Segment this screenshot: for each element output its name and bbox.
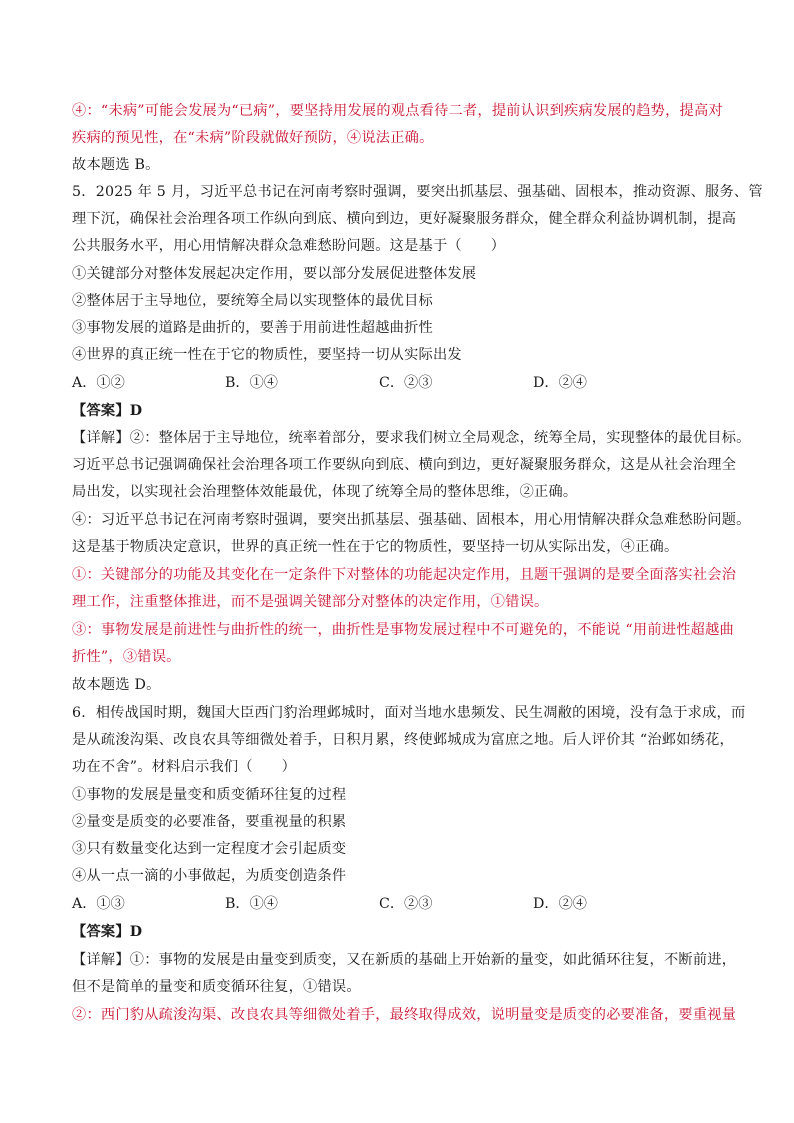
statement-item: ②量变是质变的必要准备，要重视量的积累 [72,814,347,830]
statement-item: ④世界的真正统一性在于它的物质性，要坚持一切从实际出发 [72,347,462,363]
options-row [72,373,732,393]
detail-line-red: 理工作，注重整体推进，而不是强调关键部分对整体的决定作用，①错误。 [72,594,549,610]
statement-item: ①关键部分对整体发展起决定作用，要以部分发展促进整体发展 [72,266,477,282]
conclusion-line: 故本题选 D。 [72,677,161,693]
analysis-line: 疾病的预见性，在“未病”阶段就做好预防，④说法正确。 [72,130,434,146]
analysis-line: ④：“未病”可能会发展为“已病”，要坚持用发展的观点看待二者，提前认识到疾病发展的趋势，提高对 [72,103,723,119]
question-6-stem: 是从疏浚沟渠、改良农具等细微处着手，日积月累，终使邺城成为富庶之地。后人评价其 “治邺如绣花， [72,732,734,748]
answer-line: 【答案】D [72,403,143,419]
option-b: B．①④ [225,896,278,912]
option-a: A．①③ [72,896,125,912]
answer-line: 【答案】D [72,924,143,940]
statement-item: ③事物发展的道路是曲折的，要善于用前进性超越曲折性 [72,320,433,336]
detail-line-red: ③：事物发展是前进性与曲折性的统一，曲折性是事物发展过程中不可避免的，不能说 “用前进性超越曲 [72,622,734,638]
detail-line: 这是基于物质决定意识，世界的真正统一性在于它的物质性，要坚持一切从实际出发，④正确。 [72,539,679,555]
option-d: D．②④ [533,896,587,912]
detail-line: 【详解】②：整体居于主导地位，统率着部分，要求我们树立全局观念，统筹全局，实现整体的最优目标。 [72,430,751,446]
detail-line-red: 折性”，③错误。 [72,649,181,665]
statement-item: ①事物的发展是量变和质变循环往复的过程 [72,787,347,803]
option-b: B．①④ [225,375,278,391]
statement-item: ③只有数量变化达到一定程度才会引起质变 [72,841,347,857]
option-c: C．②③ [379,896,433,912]
detail-line-red: ①：关键部分的功能及其变化在一定条件下对整体的功能起决定作用，且题干强调的是要全面落实社会治 [72,567,737,583]
detail-line: 习近平总书记强调确保社会治理各项工作要纵向到底、横向到边，更好凝聚服务群众，这是从社会治理全 [72,457,737,473]
question-5-stem: 理下沉，确保社会治理各项工作纵向到底、横向到边，更好凝聚服务群众，健全群众利益协调机制，提高 [72,211,737,227]
question-6-stem: 功在不舍”。材料启示我们（ ） [72,759,297,775]
detail-line: ④：习近平总书记在河南考察时强调，要突出抓基层、强基础、固根本，用心用情解决群众急难愁盼问题。 [72,512,751,528]
question-6-stem: 6．相传战国时期，魏国大臣西门豹治理邺城时，面对当地水患频发、民生凋敝的困境，没有急于求成，而 [72,705,746,721]
option-c: C．②③ [379,375,433,391]
option-d: D．②④ [533,375,587,391]
question-5-stem: 5．2025 年 5 月，习近平总书记在河南考察时强调，要突出抓基层、强基础、固根本，推动资源、服务、管 [72,184,763,200]
statement-item: ④从一点一滴的小事做起，为质变创造条件 [72,868,347,884]
option-a: A．①② [72,375,125,391]
question-5-stem: 公共服务水平，用心用情解决群众急难愁盼问题。这是基于（ ） [72,238,506,254]
detail-line: 【详解】①：事物的发展是由量变到质变，又在新质的基础上开始新的量变，如此循环往复，不断前进， [72,952,737,968]
conclusion-line: 故本题选 B。 [72,157,160,173]
detail-line: 但不是简单的量变和质变循环往复，①错误。 [72,979,361,995]
options-row [72,894,732,914]
statement-item: ②整体居于主导地位，要统筹全局以实现整体的最优目标 [72,293,433,309]
detail-line: 局出发，以实现社会治理整体效能最优，体现了统筹全局的整体思维，②正确。 [72,484,578,500]
detail-line-red: ②：西门豹从疏浚沟渠、改良农具等细微处着手，最终取得成效，说明量变是质变的必要准备，要重视量 [72,1007,737,1023]
